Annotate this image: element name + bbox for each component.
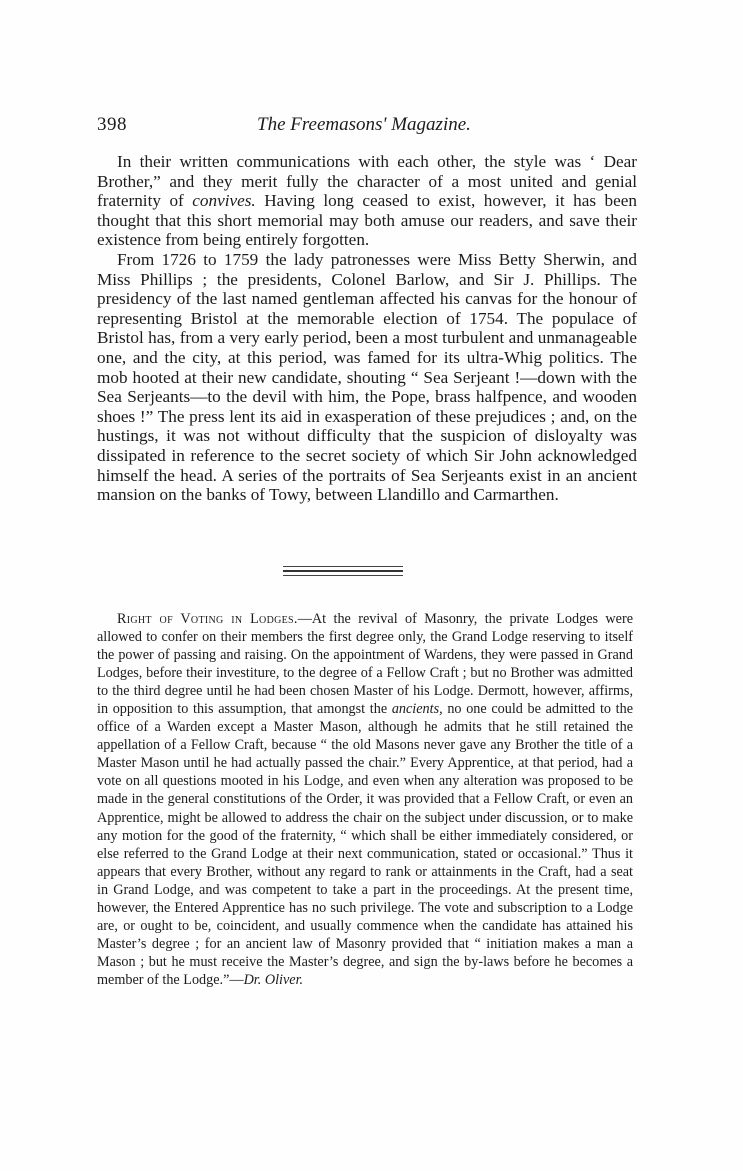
paragraph-text: In their written communications with each other, the style was ‘ Dear Brother,” and they merit fully the character of a most united and genial fraternity of <box>97 152 637 211</box>
section-divider <box>283 566 403 576</box>
divider-rule <box>283 575 403 576</box>
note-text: —At the revival of Masonry, the private Lodges were allowed to confer on their members the first degree only, the Grand Lodge reserving to itself the power of passing and raising. On the appointment of Wardens, they were passed in Grand Lodges, before their investiture, to the degree of a Fellow Craft ; but no Brother was admitted to the third degree until he had been chosen Master of his Lodge. Dermott, however, affirms, in opposition to this assumption, that amongst the <box>97 611 633 718</box>
page-header <box>97 114 637 138</box>
note-attribution: Dr. Oliver. <box>243 971 304 988</box>
emphasis-word: convives. <box>192 191 256 211</box>
note-heading: Right of Voting in Lodges. <box>117 611 298 627</box>
note-section <box>97 610 633 989</box>
note-paragraph <box>97 610 633 989</box>
divider-rule <box>283 566 403 567</box>
paragraph-text: Having long ceased to exist, however, it has been thought that this short memorial may both amuse our readers, and save their existence from being entirely forgotten. <box>97 191 637 250</box>
emphasis-word: ancients, <box>391 701 443 718</box>
article-paragraph <box>97 152 637 250</box>
article-body <box>97 152 637 505</box>
running-title: The Freemasons' Magazine. <box>257 114 471 135</box>
page-number: 398 <box>97 114 127 135</box>
article-paragraph: From 1726 to 1759 the lady patronesses were Miss Betty Sherwin, and Miss Phillips ; the presidents, Colonel Barlow, and Sir J. Phillips. The presidency of the last named gentleman affected his canvas for the honour of representing Bristol at the memorable election of 1754. The populace of Bristol has, from a very early period, been a most turbulent and unmanageable one, and the city, at this period, was famed for its ultra-Whig politics. The mob hooted at their new candidate, shouting “ Sea Serjeant !—down with the Sea Serjeants—to the devil with him, the Pope, brass halfpence, and wooden shoes !” The press lent its aid in exasperation of these prejudices ; and, on the hustings, it was not without difficulty that the suspicion of disloyalty was dissipated in reference to the secret society of which Sir John acknowledged himself the head. A series of the portraits of Sea Serjeants exist in an ancient mansion on the banks of Towy, between Llandillo and Carmarthen. <box>97 249 637 505</box>
note-text: no one could be admitted to the office of a Warden except a Master Mason, although he admits that he still retained the appellation of a Fellow Craft, because “ the old Masons never gave any Brother the title of a Master Mason until he had actually passed the chair.” Every Apprentice, at that period, had a vote on all questions mooted in his Lodge, and even when any alteration was proposed to be made in the general constitutions of the Order, it was provided that a Fellow Craft, or even an Apprentice, might be allowed to address the chair on the subject under discussion, or to make any motion for the good of the fraternity, “ which shall be either immediately considered, or else referred to the Grand Lodge at their next communication, stated or occasional.” Thus it appears that every Brother, without any regard to rank or attainments in the Craft, had a seat in Grand Lodge, and was competent to take a part in the proceedings. At the present time, however, the Entered Apprentice has no such privilege. The vote and subscription to a Lodge are, or ought to be, coincident, and usually commence when the candidate has attained his Master’s degree ; for an ancient law of Masonry provided that “ initiation makes a man a Mason ; but he must receive the Master’s degree, and sign the by-laws before he becomes a member of the Lodge.”— <box>97 701 634 988</box>
divider-rule <box>283 570 403 572</box>
